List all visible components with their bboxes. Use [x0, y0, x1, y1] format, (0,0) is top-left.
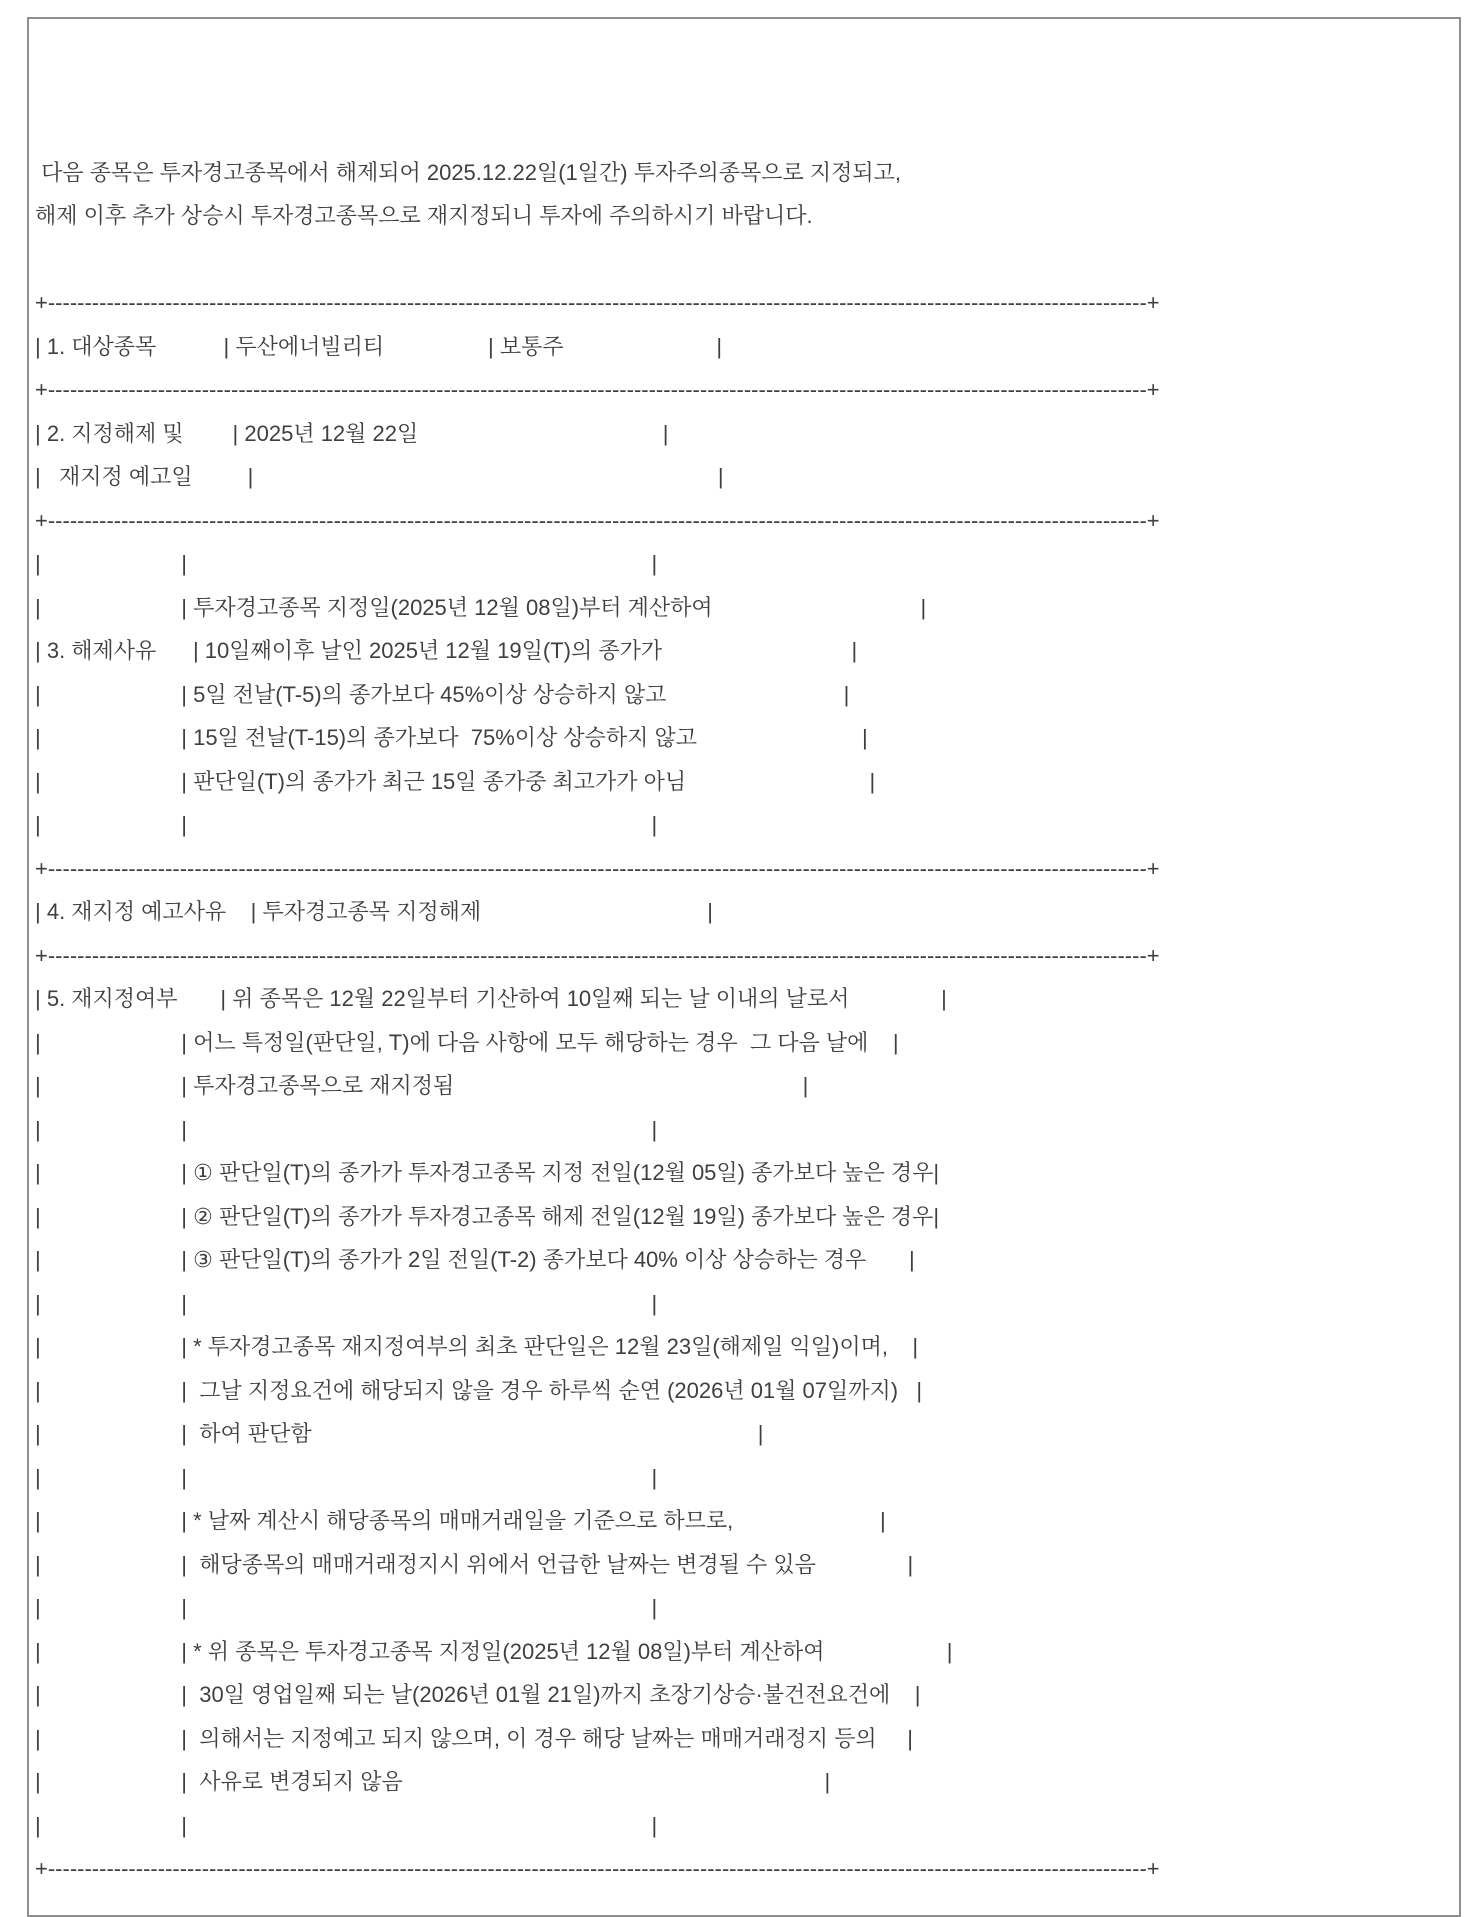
text-line: | | ② 판단일(T)의 종가가 투자경고종목 해제 전일(12월 19일) 종가보다 높은 경우|: [35, 1203, 940, 1229]
text-line: | | |: [35, 1464, 658, 1490]
text-line: 해제 이후 추가 상승시 투자경고종목으로 재지정되니 투자에 주의하시기 바랍니다.: [35, 203, 813, 228]
text-line: | | 15일 전날(T-15)의 종가보다 75%이상 상승하지 않고 |: [35, 725, 868, 750]
text-line: | | |: [35, 1290, 658, 1316]
text-line: | | 30일 영업일째 되는 날(2026년 01월 21일)까지 초장기상승·불건전요건에 |: [35, 1682, 921, 1707]
text-line: | | ③ 판단일(T)의 종가가 2일 전일(T-2) 종가보다 40% 이상 상승하는 경우 |: [35, 1247, 915, 1272]
text-line: | | 그날 지정요건에 해당되지 않을 경우 하루씩 순연 (2026년 01월 07일까지) |: [35, 1377, 923, 1403]
text-line: | | 하여 판단함 |: [35, 1421, 764, 1446]
notice-text: [29, 19, 1459, 1891]
text-line: | | 사유로 변경되지 않음 |: [35, 1769, 831, 1794]
text-line: | 4. 재지정 예고사유 | 투자경고종목 지정해제 |: [35, 899, 713, 924]
text-line: | 1. 대상종목 | 두산에너빌리티 | 보통주 |: [35, 333, 723, 359]
text-line: +------------------------------------------------------------------------------------------------------------------------------------------------------+: [35, 507, 1160, 533]
text-line: | | ① 판단일(T)의 종가가 투자경고종목 지정 전일(12월 05일) 종가보다 높은 경우|: [35, 1160, 940, 1185]
text-line: +------------------------------------------------------------------------------------------------------------------------------------------------------+: [35, 855, 1160, 881]
text-line: | | * 위 종목은 투자경고종목 지정일(2025년 12월 08일)부터 계산하여 |: [35, 1638, 953, 1664]
text-line: | | * 투자경고종목 재지정여부의 최초 판단일은 12월 23일(해제일 익일)이며, |: [35, 1334, 919, 1359]
text-line: | | 판단일(T)의 종가가 최근 15일 종가중 최고가가 아님 |: [35, 768, 876, 794]
text-line: | | |: [35, 1116, 658, 1142]
text-line: 다음 종목은 투자경고종목에서 해제되어 2025.12.22일(1일간) 투자주의종목으로 지정되고,: [35, 159, 901, 185]
text-line: +------------------------------------------------------------------------------------------------------------------------------------------------------+: [35, 1856, 1160, 1881]
text-line: | | 어느 특정일(판단일, T)에 다음 사항에 모두 해당하는 경우 그 다음 날에 |: [35, 1029, 899, 1055]
notice-page[interactable]: [27, 17, 1461, 1917]
text-line: | | 투자경고종목으로 재지정됨 |: [35, 1073, 809, 1098]
text-line: | 재지정 예고일 | |: [35, 464, 724, 489]
text-line: | 2. 지정해제 및 | 2025년 12월 22일 |: [35, 420, 669, 446]
text-line: | | 5일 전날(T-5)의 종가보다 45%이상 상승하지 않고 |: [35, 681, 850, 707]
text-line: | | |: [35, 551, 658, 576]
text-line: +------------------------------------------------------------------------------------------------------------------------------------------------------+: [35, 942, 1160, 968]
text-line: +------------------------------------------------------------------------------------------------------------------------------------------------------+: [35, 290, 1160, 315]
text-line: +------------------------------------------------------------------------------------------------------------------------------------------------------+: [35, 377, 1160, 402]
text-line: | | |: [35, 812, 658, 837]
text-line: | | 투자경고종목 지정일(2025년 12월 08일)부터 계산하여 |: [35, 594, 927, 620]
text-line: | | 의해서는 지정예고 되지 않으며, 이 경우 해당 날짜는 매매거래정지 등의 |: [35, 1725, 913, 1751]
text-line: | | * 날짜 계산시 해당종목의 매매거래일을 기준으로 하므로, |: [35, 1508, 886, 1533]
text-line: | 5. 재지정여부 | 위 종목은 12월 22일부터 기산하여 10일째 되는 날 이내의 날로서 |: [35, 986, 947, 1011]
text-line: | | |: [35, 1595, 658, 1620]
text-line: | | |: [35, 1812, 658, 1838]
text-line: | | 해당종목의 매매거래정지시 위에서 언급한 날짜는 변경될 수 있음 |: [35, 1551, 914, 1577]
text-line: | 3. 해제사유 | 10일째이후 날인 2025년 12월 19일(T)의 종가가 |: [35, 638, 858, 663]
text-line: [35, 238, 1459, 282]
